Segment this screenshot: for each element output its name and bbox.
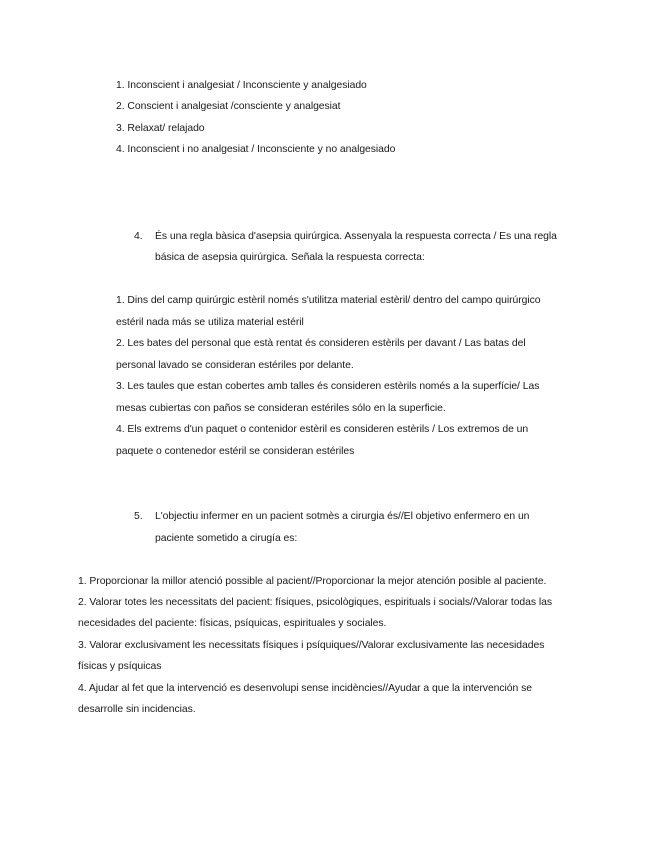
question-text-line: paciente sometido a cirugía es:: [155, 533, 298, 544]
option-line: desarrolle sin incidencias.: [78, 704, 196, 715]
option-line: 1. Dins del camp quirúrgic estèril només s'utilitza material estèril/ dentro del campo quirúrgico: [116, 295, 541, 306]
option-line: 2. Valorar totes les necessitats del pacient: físiques, psicològiques, espirituals i socials//Valorar todas las: [78, 597, 553, 608]
question-text-line: L'objectiu infermer en un pacient sotmès a cirurgia és//El objetivo enfermero en un: [155, 511, 530, 522]
option-line: 3. Relaxat/ relajado: [116, 123, 205, 134]
option-line: 4. Els extrems d'un paquet o contenidor estèril es consideren estèrils / Los extremos de un: [116, 424, 529, 435]
option-line: 1. Inconscient i analgesiat / Inconsciente y analgesiado: [116, 80, 367, 91]
option-line: necesidades del paciente: físicas, psíquicas, espirituales y sociales.: [78, 618, 387, 629]
question-text-line: básica de asepsia quirúrgica. Señala la respuesta correcta:: [155, 252, 425, 263]
option-line: físicas y psíquicas: [78, 661, 162, 672]
option-line: 3. Valorar exclusivament les necessitats físiques i psíquiques//Valorar exclusivamente las necesidades: [78, 640, 545, 651]
option-line: 2. Les bates del personal que està rentat és consideren estèrils per davant / Las batas del: [116, 338, 526, 349]
option-line: 4. Inconscient i no analgesiat / Inconsciente y no analgesiado: [116, 144, 396, 155]
question-number: 5.: [134, 511, 143, 522]
option-line: 1. Proporcionar la millor atenció possible al pacient//Proporcionar la mejor atención posible al paciente.: [78, 576, 547, 587]
option-line: mesas cubiertas con paños se consideran estériles sólo en la superficie.: [116, 403, 446, 414]
question-text-line: És una regla bàsica d'asepsia quirúrgica. Assenyala la respuesta correcta / Es una regla: [155, 231, 557, 242]
option-line: estéril nada más se utiliza material estéril: [116, 317, 304, 328]
question-number: 4.: [134, 231, 143, 242]
option-line: 4. Ajudar al fet que la intervenció es desenvolupi sense incidències//Ayudar a que la intervención se: [78, 683, 532, 694]
option-line: 3. Les taules que estan cobertes amb talles és consideren estèrils només a la superfície/ Las: [116, 381, 540, 392]
option-line: 2. Conscient i analgesiat /consciente y analgesiat: [116, 101, 341, 112]
option-line: paquete o contenedor estéril se consideran estériles: [116, 446, 355, 457]
option-line: personal lavado se consideran estériles por delante.: [116, 360, 354, 371]
